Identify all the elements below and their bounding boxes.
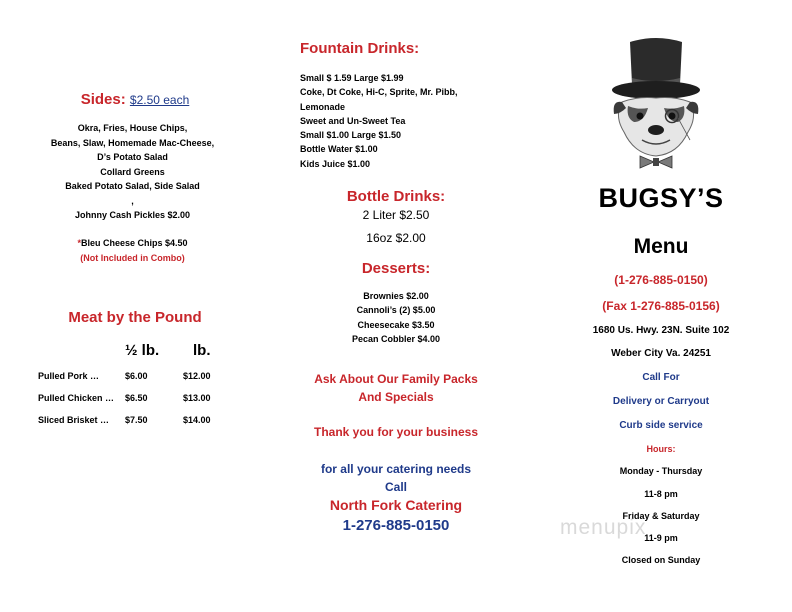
fountain-heading: Fountain Drinks: [300,40,420,57]
meat-heading: Meat by the Pound [68,309,202,326]
address-line-1: 1680 Us. Hwy. 23N. Suite 102 [592,325,730,336]
list-item: Sweet and Un-Sweet Tea [300,115,406,126]
address-line-2: Weber City Va. 24251 [611,348,711,359]
catering-company: North Fork Catering [329,497,463,513]
fountain-list [300,71,500,171]
catering-line-2: Call [384,480,407,494]
table-row [38,371,228,385]
family-packs-note [296,370,496,406]
sides-heading [40,91,230,108]
list-item: Collard Greens [100,166,165,177]
meat-lb-price: $14.00 [183,415,211,425]
desserts-heading: Desserts: [361,260,431,277]
list-item: Cheesecake $3.50 [357,319,435,330]
meat-half-price: $6.00 [125,371,148,381]
bleu-cheese-item [30,236,235,265]
meat-half-price: $7.50 [125,415,148,425]
meat-name: Pulled Chicken … [38,393,115,403]
restaurant-fax: (Fax 1-276-885-0156) [602,299,720,313]
bottle-heading: Bottle Drinks: [346,188,446,205]
hours-heading: Hours: [646,444,676,454]
desserts-list [296,289,496,346]
meat-name: Pulled Pork … [38,371,100,381]
table-row [38,393,228,407]
catering-note [296,460,496,496]
sides-price: $2.50 each [129,93,190,107]
bleu-star: * [77,238,81,248]
list-item: Kids Juice $1.00 [300,158,371,169]
meat-lb-price: $12.00 [183,371,211,381]
delivery-note: Delivery or Carryout [612,396,710,407]
menu-title: Menu [633,235,689,258]
list-item: D’s Potato Salad [97,152,168,162]
catering-line-1: for all your catering needs [320,462,472,476]
hours-line: Friday & Saturday [622,511,700,521]
table-row [38,415,228,429]
bleu-label: Bleu Cheese Chips $4.50 [80,238,188,248]
sides-title: Sides: [80,91,126,108]
family-line-2: And Specials [358,390,434,404]
catering-phone: 1-276-885-0150 [342,517,450,534]
meat-half-price: $6.50 [125,393,148,403]
curbside-note: Curb side service [619,420,703,431]
hours-line: Closed on Sunday [621,555,701,565]
meat-name: Sliced Brisket … [38,415,110,425]
list-item: Small $ 1.59 Large $1.99 [300,73,404,83]
list-item: Baked Potato Salad, Side Salad [65,181,200,191]
sides-list [30,121,235,223]
list-item: Beans, Slaw, Homemade Mac-Cheese, [50,137,215,148]
bleu-note: (Not Included in Combo) [80,252,185,263]
meat-col-lb: lb. [193,342,211,359]
call-for-note: Call For [642,372,680,383]
meat-col-half: ½ lb. [125,342,160,359]
bulldog-top-hat-icon [604,36,708,170]
list-item: Johnny Cash Pickles $2.00 [74,210,191,220]
meat-lb-price: $13.00 [183,393,211,403]
hours-line: Monday - Thursday [619,466,703,476]
list-item: Okra, Fries, House Chips, [77,123,188,133]
list-item: Brownies $2.00 [363,291,429,301]
list-item: Small $1.00 Large $1.50 [300,130,402,141]
thanks-note: Thank you for your business [313,425,479,439]
bottle-item: 16oz $2.00 [366,231,426,245]
list-item: Coke, Dt Coke, Hi-C, Sprite, Mr. Pibb, [300,87,458,98]
bulldog-top-hat-logo [604,36,708,170]
menupix-watermark: menupix [560,516,647,539]
list-item: , [131,195,134,206]
list-item: Lemonade [300,101,346,112]
list-item: Bottle Water $1.00 [300,144,378,155]
bottle-item: 2 Liter $2.50 [362,208,430,222]
restaurant-phone: (1-276-885-0150) [614,273,708,287]
list-item: Pecan Cobbler $4.00 [351,333,441,344]
family-line-1: Ask About Our Family Packs [314,372,478,386]
restaurant-name: BUGSY’S [598,183,724,213]
hours-line: 11-9 pm [644,533,678,543]
list-item: Cannoli’s (2) $5.00 [356,305,436,316]
hours-line: 11-8 pm [644,489,678,499]
